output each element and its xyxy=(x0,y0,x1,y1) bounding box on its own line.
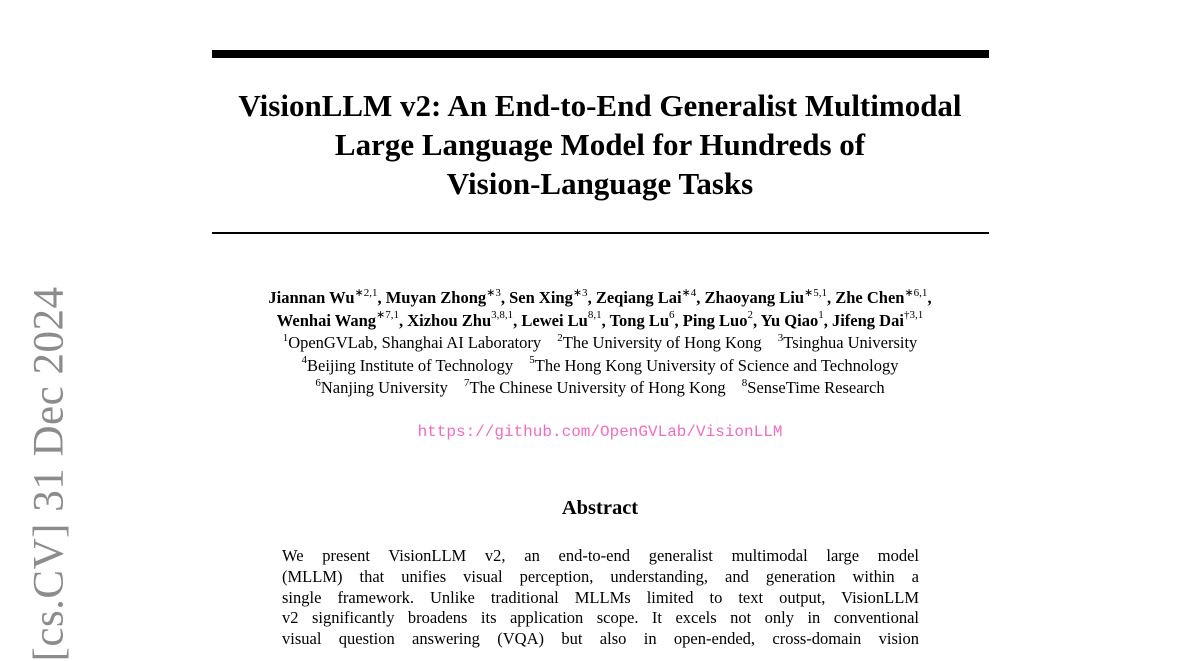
title-line: Large Language Model for Hundreds of xyxy=(334,127,866,162)
abstract-body xyxy=(282,546,919,650)
affiliation: $^4$Beijing Institute of Technology xyxy=(301,354,514,375)
author-name: Sen Xing$^{∗3}$ xyxy=(509,286,588,307)
author-name: Xizhou Zhu$^{3,8,1}$ xyxy=(407,309,514,330)
affiliation: $^5$The Hong Kong University of Science and Technology xyxy=(529,354,899,375)
author-name: Muyan Zhong$^{∗3}$ xyxy=(385,286,501,307)
affiliation: $^8$SenseTime Research xyxy=(741,376,885,397)
abstract-line: single framework. Unlike traditional MLLMs limited to text output, VisionLLM xyxy=(282,587,919,607)
abstract-line: v2 significantly broadens its application scope. It excels not only in conventional xyxy=(282,608,919,628)
affiliation-line-3 xyxy=(160,377,1040,400)
author-line-2: Wenhai Wang$^{∗7,1}$, Xizhou Zhu$^{3,8,1}$, Lewei Lu$^{8,1}$, Tong Lu$^6$, Ping Luo$^2$, Yu Qiao$^1$, Jifeng Dai$^{\dagger 3,1}$ xyxy=(276,309,924,330)
author-name: Zhe Chen$^{∗6,1}$ xyxy=(835,286,928,307)
abstract-heading: Abstract xyxy=(561,497,639,519)
author-name: Lewei Lu$^{8,1}$ xyxy=(521,309,602,330)
abstract-line: (MLLM) that unifies visual perception, understanding, and generation within a xyxy=(282,566,919,586)
title-line: VisionLLM v2: An End-to-End Generalist Multimodal xyxy=(238,88,962,123)
title-line: Vision-Language Tasks xyxy=(446,166,754,201)
title-bottom-rule xyxy=(212,232,989,234)
author-name: Jifeng Dai$^{\dagger 3,1}$ xyxy=(831,309,924,330)
abstract-line: visual question answering (VQA) but also in open-ended, cross-domain vision xyxy=(282,629,919,649)
author-name: Tong Lu$^6$ xyxy=(609,309,675,330)
author-line-1: Jiannan $Wu^{∗2,1}$, Muyan Zhong$^{∗3}$, Sen Xing$^{∗3}$, Zeqiang Lai$^{∗4}$, Zhaoyang Liu$^{∗5,1}$, Zhe Chen$^{∗6,1}$, xyxy=(268,286,932,307)
author-name: Wenhai Wang$^{∗7,1}$ xyxy=(276,309,399,330)
paper-title xyxy=(200,86,1000,203)
arxiv-identifier-stamp: [cs.CV] 31 Dec 2024 xyxy=(25,286,73,661)
author-name: Zeqiang Lai$^{∗4}$ xyxy=(595,286,697,307)
affiliation: $^2$The University of Hong Kong xyxy=(557,331,762,352)
affiliation-line-2 xyxy=(160,355,1040,378)
title-top-rule xyxy=(212,50,989,58)
affiliation: $^7$The Chinese University of Hong Kong xyxy=(463,376,726,397)
affiliation: $^6$Nanjing University xyxy=(315,376,448,397)
abstract-line: We present VisionLLM v2, an end-to-end generalist multimodal large model xyxy=(282,546,919,565)
author-name: Ping Luo$^2$ xyxy=(682,309,753,330)
affiliation-line-1 xyxy=(160,332,1040,355)
affiliation: $^3$Tsinghua University xyxy=(777,331,918,352)
author-name: Jiannan $Wu^{∗2,1}$ xyxy=(268,286,378,307)
affiliation: $^1$OpenGVLab, Shanghai AI Laboratory xyxy=(282,331,542,352)
author-name: Zhaoyang Liu$^{∗5,1}$ xyxy=(704,286,827,307)
github-link[interactable]: https://github.com/OpenGVLab/VisionLLM xyxy=(417,423,783,441)
author-block xyxy=(160,287,1040,400)
author-name: Yu Qiao$^1$ xyxy=(760,309,824,330)
